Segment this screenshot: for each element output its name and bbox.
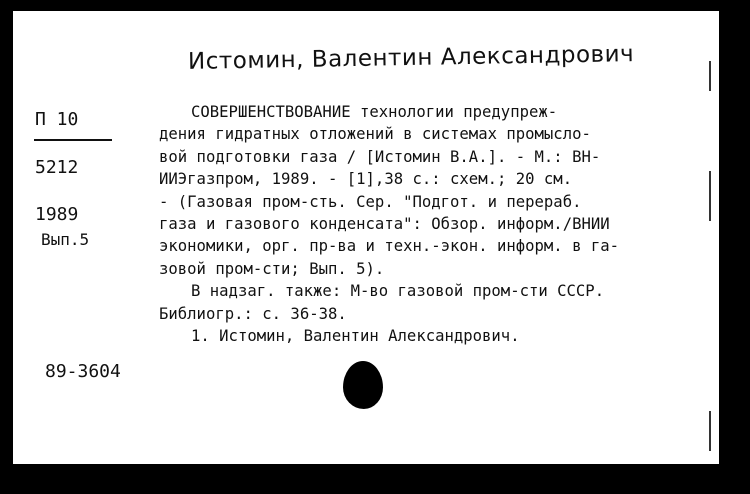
- edge-mark: [709, 171, 711, 221]
- record-line: вой подготовки газа / [Истомин В.А.]. - М.: ВН-: [159, 147, 601, 166]
- note-line: В надзаг. также: М-во газовой пром-сти СССР.: [191, 282, 605, 301]
- shelf-mark: П 10: [35, 109, 79, 130]
- record-line: экономики, орг. пр-ва и техн.-экон. информ. в га-: [159, 237, 620, 256]
- year: 1989: [35, 204, 79, 225]
- inventory-number: 89-3604: [45, 361, 121, 382]
- record-line: СОВЕРШЕНСТВОВАНИЕ технологии предупреж-: [191, 103, 558, 121]
- divider: [34, 139, 112, 141]
- tracing-line: 1. Истомин, Валентин Александрович.: [191, 326, 520, 345]
- edge-mark: [709, 61, 711, 91]
- author-heading: Истомин, Валентин Александрович: [187, 41, 635, 75]
- issue-number: Вып.5: [41, 230, 90, 249]
- note-line: Библиогр.: с. 36-38.: [159, 304, 347, 323]
- edge-mark: [709, 411, 711, 451]
- call-number: 5212: [35, 157, 79, 178]
- bibliographic-record: [159, 101, 709, 347]
- record-line: зовой пром-сти; Вып. 5).: [159, 259, 385, 278]
- record-line: ИИЭгазпром, 1989. - [1],38 с.: схем.; 20 см.: [159, 170, 573, 189]
- record-line: дения гидратных отложений в системах промысло-: [159, 125, 591, 144]
- record-line: - (Газовая пром-сть. Сер. "Подгот. и перераб.: [159, 192, 582, 211]
- punch-hole: [343, 361, 383, 409]
- catalog-card: [13, 11, 719, 464]
- record-line: газа и газового конденсата": Обзор. информ./ВНИИ: [159, 214, 610, 233]
